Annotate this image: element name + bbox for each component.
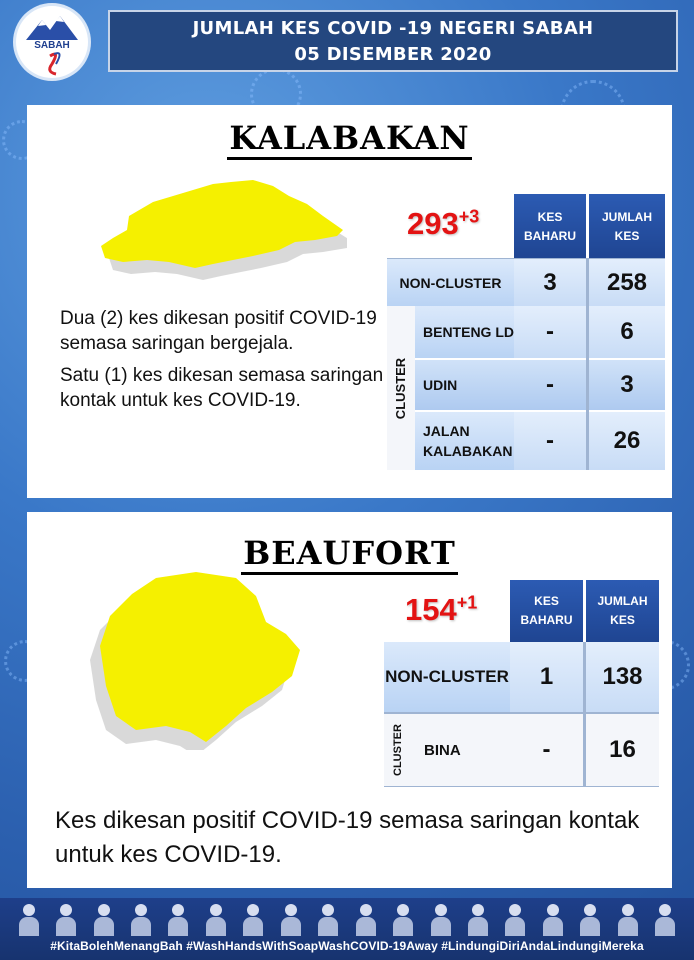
beaufort-total [405, 592, 477, 628]
person-icon [242, 902, 264, 936]
title-line-1: JUMLAH KES COVID -19 NEGERI SABAH [192, 18, 594, 39]
title-date: 05 DISEMBER 2020 [294, 44, 492, 65]
kalabakan-panel [27, 105, 672, 498]
total-value: 293 [407, 206, 459, 241]
kalabakan-total [407, 206, 479, 242]
table-divider [384, 786, 659, 787]
person-icon [542, 902, 564, 936]
person-icon [355, 902, 377, 936]
person-icon [280, 902, 302, 936]
person-icon [654, 902, 676, 936]
person-icon [93, 902, 115, 936]
district-title [27, 534, 672, 572]
row-label-non-cluster: NON-CLUSTER [384, 642, 510, 712]
col-header-new: KES BAHARU [514, 194, 586, 259]
cell-total: 26 [589, 412, 665, 470]
cell-new: 3 [514, 259, 586, 306]
beaufort-description: Kes dikesan positif COVID-19 semasa saringan kontak untuk kes COVID-19. [55, 807, 640, 868]
total-value: 154 [405, 592, 457, 627]
kalabakan-map [87, 180, 347, 290]
district-name: KALABAKAN [227, 119, 471, 160]
page-title [108, 10, 678, 72]
cluster-text: CLUSTER [392, 724, 405, 776]
person-icon [18, 902, 40, 936]
footer-banner [0, 898, 694, 960]
cell-new: - [510, 714, 583, 786]
table-divider [586, 259, 589, 470]
person-icon [205, 902, 227, 936]
person-icon [579, 902, 601, 936]
col-header-total: JUMLAH KES [589, 194, 665, 259]
sabah-logo [16, 6, 88, 78]
cell-total: 3 [589, 360, 665, 410]
district-name: BEAUFORT [241, 534, 458, 575]
person-icon [467, 902, 489, 936]
cell-new: - [514, 306, 586, 358]
row-label-bina: BINA [412, 714, 510, 786]
row-label-jalan-kalabakan: JALAN KALABAKAN [415, 412, 514, 470]
row-label-udin: UDIN [415, 360, 514, 410]
total-new: +3 [458, 206, 480, 227]
cluster-label [384, 714, 412, 786]
table-divider [387, 258, 665, 259]
cell-total: 258 [589, 259, 665, 306]
person-icon [392, 902, 414, 936]
person-icon [430, 902, 452, 936]
beaufort-panel [27, 512, 672, 888]
cell-total: 16 [586, 714, 659, 786]
cluster-label [387, 306, 415, 470]
beaufort-map [82, 570, 312, 750]
table-divider [384, 712, 659, 714]
description-1: Dua (2) kes dikesan positif COVID-19 semasa saringan bergejala. [60, 308, 377, 354]
frontliners-illustration [10, 902, 684, 938]
person-icon [130, 902, 152, 936]
logo-text: SABAH [34, 40, 70, 51]
cell-total: 138 [586, 642, 659, 712]
person-icon [617, 902, 639, 936]
person-icon [317, 902, 339, 936]
cluster-text: CLUSTER [393, 357, 409, 419]
person-icon [55, 902, 77, 936]
hashtags: #KitaBolehMenangBah #WashHandsWithSoapWashCOVID-19Away #LindungiDiriAndaLindungiMereka [50, 939, 644, 953]
cell-new: - [514, 360, 586, 410]
description-2: Satu (1) kes dikesan semasa saringan kontak untuk kes COVID-19. [60, 365, 384, 411]
person-icon [167, 902, 189, 936]
col-header-total: JUMLAH KES [586, 580, 659, 642]
kalabakan-description [60, 306, 390, 413]
row-label-benteng: BENTENG LD [415, 306, 514, 358]
cell-new: - [514, 412, 586, 470]
row-label-non-cluster: NON-CLUSTER [387, 259, 514, 306]
cell-new: 1 [510, 642, 583, 712]
person-icon [504, 902, 526, 936]
cell-total: 6 [589, 306, 665, 358]
district-title [27, 119, 672, 157]
col-header-new: KES BAHARU [510, 580, 583, 642]
table-divider [583, 642, 586, 786]
total-new: +1 [456, 592, 478, 613]
